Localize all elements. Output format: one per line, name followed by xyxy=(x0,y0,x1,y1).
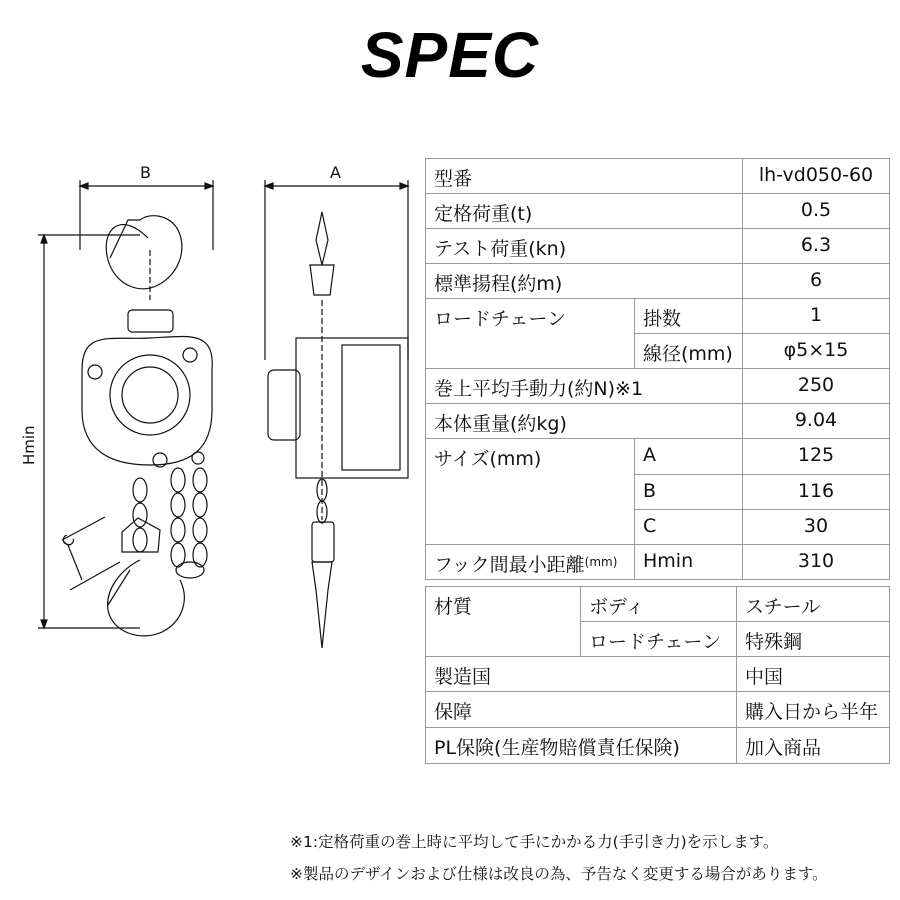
falls-label: 掛数 xyxy=(634,298,743,334)
size-label: サイズ(mm) xyxy=(425,438,635,545)
body-value: スチール xyxy=(736,586,890,622)
size-a-label: A xyxy=(634,438,743,475)
hoist-drawing xyxy=(0,150,425,670)
lift-value: 6 xyxy=(742,263,890,299)
hook-dist-label xyxy=(425,544,635,580)
hook-dist-unit: (mm) xyxy=(584,555,618,569)
dim-hmin-label: Hmin xyxy=(20,425,38,465)
size-a-value: 125 xyxy=(742,438,890,475)
weight-value: 9.04 xyxy=(742,403,890,439)
page-title: SPEC xyxy=(360,19,540,91)
test-load-value: 6.3 xyxy=(742,228,890,264)
pull-label: 巻上平均手動力(約N)※1 xyxy=(425,368,743,404)
material-label: 材質 xyxy=(425,586,581,657)
model-label: 型番 xyxy=(425,158,743,194)
rated-load-value: 0.5 xyxy=(742,193,890,229)
falls-value: 1 xyxy=(742,298,890,334)
test-load-label: テスト荷重(kn) xyxy=(425,228,743,264)
chain-material-value: 特殊鋼 xyxy=(736,621,890,657)
size-b-value: 116 xyxy=(742,474,890,510)
size-c-value: 30 xyxy=(742,509,890,545)
size-b-label: B xyxy=(634,474,743,510)
rated-load-label: 定格荷重(t) xyxy=(425,193,743,229)
dim-b-label: B xyxy=(140,163,151,182)
chain-dia-value: φ5×15 xyxy=(742,333,890,369)
size-c-label: C xyxy=(634,509,743,545)
footnotes xyxy=(290,826,828,890)
hmin-label: Hmin xyxy=(634,544,743,580)
model-value: lh-vd050-60 xyxy=(742,158,890,194)
note-1: ※1:定格荷重の巻上時に平均して手にかかる力(手引き力)を示します。 xyxy=(290,833,779,851)
country-value: 中国 xyxy=(736,656,890,692)
note-2: ※製品のデザインおよび仕様は改良の為、予告なく変更する場合があります。 xyxy=(290,865,828,883)
load-chain-label: ロードチェーン xyxy=(425,298,635,369)
hmin-value: 310 xyxy=(742,544,890,580)
chain-material-label: ロードチェーン xyxy=(580,621,737,657)
chain-dia-label: 線径(mm) xyxy=(634,333,743,369)
dim-a-label: A xyxy=(330,163,341,182)
pl-insurance-label: PL保険(生産物賠償責任保険) xyxy=(425,727,737,764)
spec-table xyxy=(425,158,890,764)
warranty-label: 保障 xyxy=(425,691,737,728)
body-label: ボディ xyxy=(580,586,737,622)
hook-dist-text: フック間最小距離 xyxy=(434,554,585,576)
country-label: 製造国 xyxy=(425,656,737,692)
weight-label: 本体重量(約kg) xyxy=(425,403,743,439)
lift-label: 標準揚程(約m) xyxy=(425,263,743,299)
pl-insurance-value: 加入商品 xyxy=(736,727,890,764)
pull-value: 250 xyxy=(742,368,890,404)
warranty-value: 購入日から半年 xyxy=(736,691,890,728)
dim-c-label: C xyxy=(57,531,79,550)
